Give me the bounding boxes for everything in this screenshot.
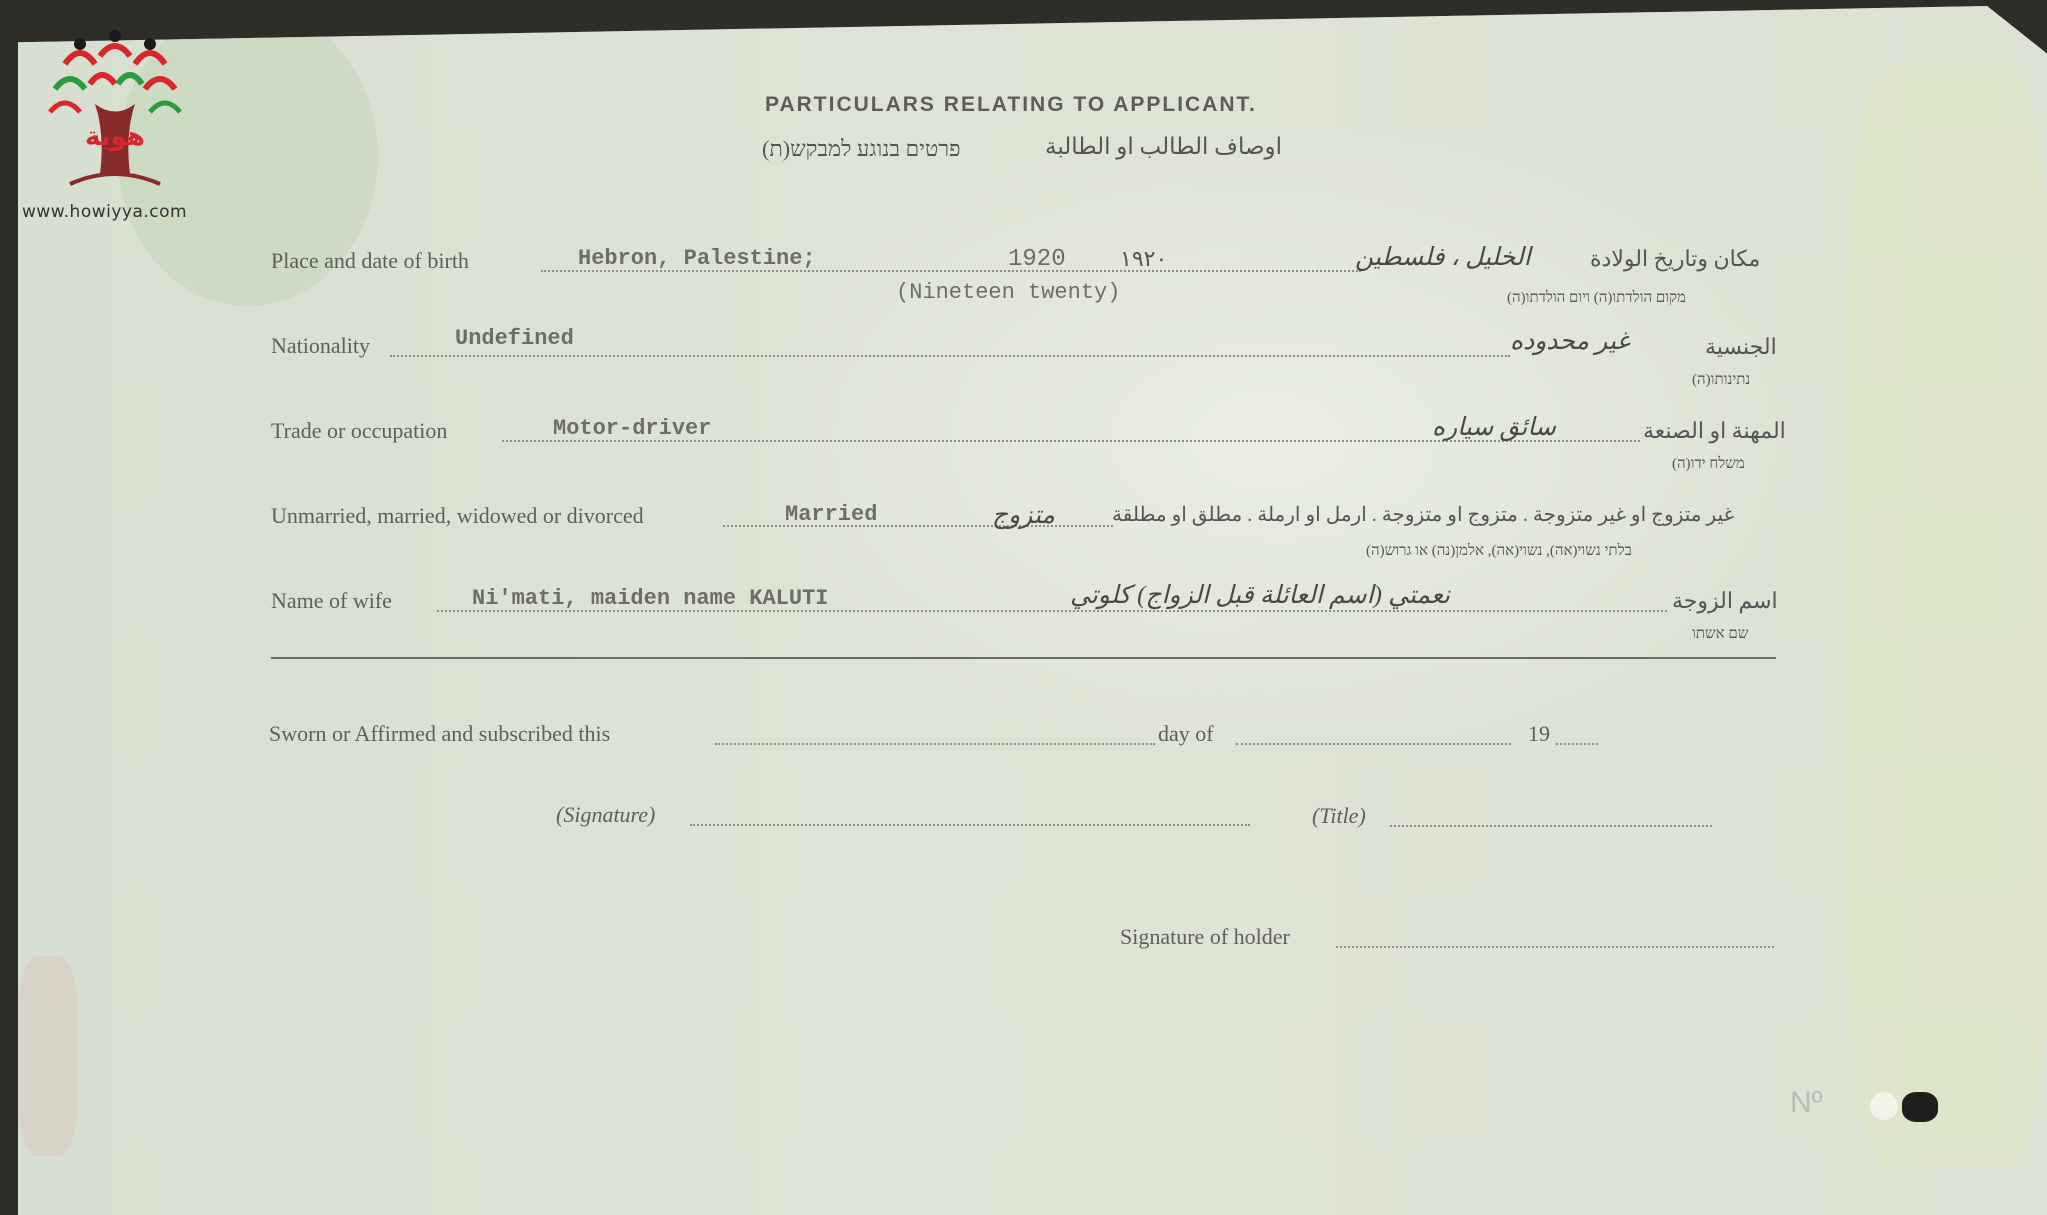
wife-value: Ni'mati, maiden name KALUTI [472,586,829,611]
stain [1848,66,2047,1166]
nationality-label-hebrew: נתינותו(ה) [1692,372,1751,388]
tree-logo-icon [40,24,190,194]
sworn-label: Sworn or Affirmed and subscribed this [269,721,611,746]
birth-label-hebrew: מקום הולדתו(ה) ויום הולדתו(ה) [1507,290,1686,306]
day-of-label: day of [1158,721,1214,746]
occupation-value-arabic: سائق سياره [1432,414,1556,441]
wife-label-hebrew: שם אשתו [1692,626,1749,642]
marital-label: Unmarried, married, widowed or divorced [271,503,644,528]
year-prefix: 19 [1528,721,1550,746]
signature-label: (Signature) [556,802,656,827]
serial-stamp: Nº [1790,1086,1823,1119]
birth-year-value: 1920 [1008,246,1066,273]
wife-value-arabic: نعمتي (اسم العائلة قبل الزواج) كلوتي [1070,582,1450,609]
marital-label-arabic: غير متزوج او غير متزوجة . متزوج او متزوجة . ارمل او ارملة . مطلق او مطلقة [1112,504,1735,526]
nationality-label: Nationality [271,333,370,358]
occupation-label-hebrew: משלח ידו(ה) [1672,456,1745,472]
logo-arabic-text: هوية [85,122,145,152]
page-title: PARTICULARS RELATING TO APPLICANT. [765,93,1257,116]
dotted-line [390,355,1510,357]
occupation-label-arabic: المهنة او الصنعة [1643,418,1786,443]
dotted-line [1236,743,1511,745]
wife-label-arabic: اسم الزوجة [1672,588,1778,613]
birth-year-arabic: ١٩٢٠ [1120,246,1168,271]
nationality-label-arabic: الجنسية [1705,334,1777,359]
dotted-line [715,743,1155,745]
marital-value: Married [785,502,878,527]
occupation-label: Trade or occupation [271,418,448,443]
holder-signature-label: Signature of holder [1120,924,1290,949]
birth-label: Place and date of birth [271,248,469,273]
marital-label-hebrew: בלתי נשוי(אה), נשוי(אה), אלמן(נה) או גרוש(ה) [1366,543,1632,559]
birth-value-arabic: الخليل ، فلسطين [1355,244,1531,271]
subtitle-hebrew: פרטים בנוגע למבקש(ת) [762,136,961,161]
dotted-line [1390,825,1712,827]
howiyya-logo [40,24,190,194]
dotted-line [1336,946,1774,948]
stain [18,956,78,1156]
dotted-line [690,824,1250,826]
nationality-value-arabic: غير محدوده [1510,328,1630,355]
marital-value-arabic: متزوج [992,502,1055,529]
section-divider [271,657,1776,659]
hole-punch [1870,1092,1898,1120]
dotted-line [1556,743,1598,745]
subtitle-arabic: اوصاف الطالب او الطالبة [1045,134,1283,159]
watermark-url: www.howiyya.com [22,202,188,222]
occupation-value: Motor-driver [553,416,712,441]
birth-year-words: (Nineteen twenty) [896,280,1121,305]
nationality-value: Undefined [455,326,574,351]
title-label: (Title) [1312,803,1366,828]
hole-punch [1902,1092,1938,1122]
wife-label: Name of wife [271,588,392,613]
birth-label-arabic: مكان وتاريخ الولادة [1590,246,1761,271]
birth-place-value: Hebron, Palestine; [578,246,816,271]
